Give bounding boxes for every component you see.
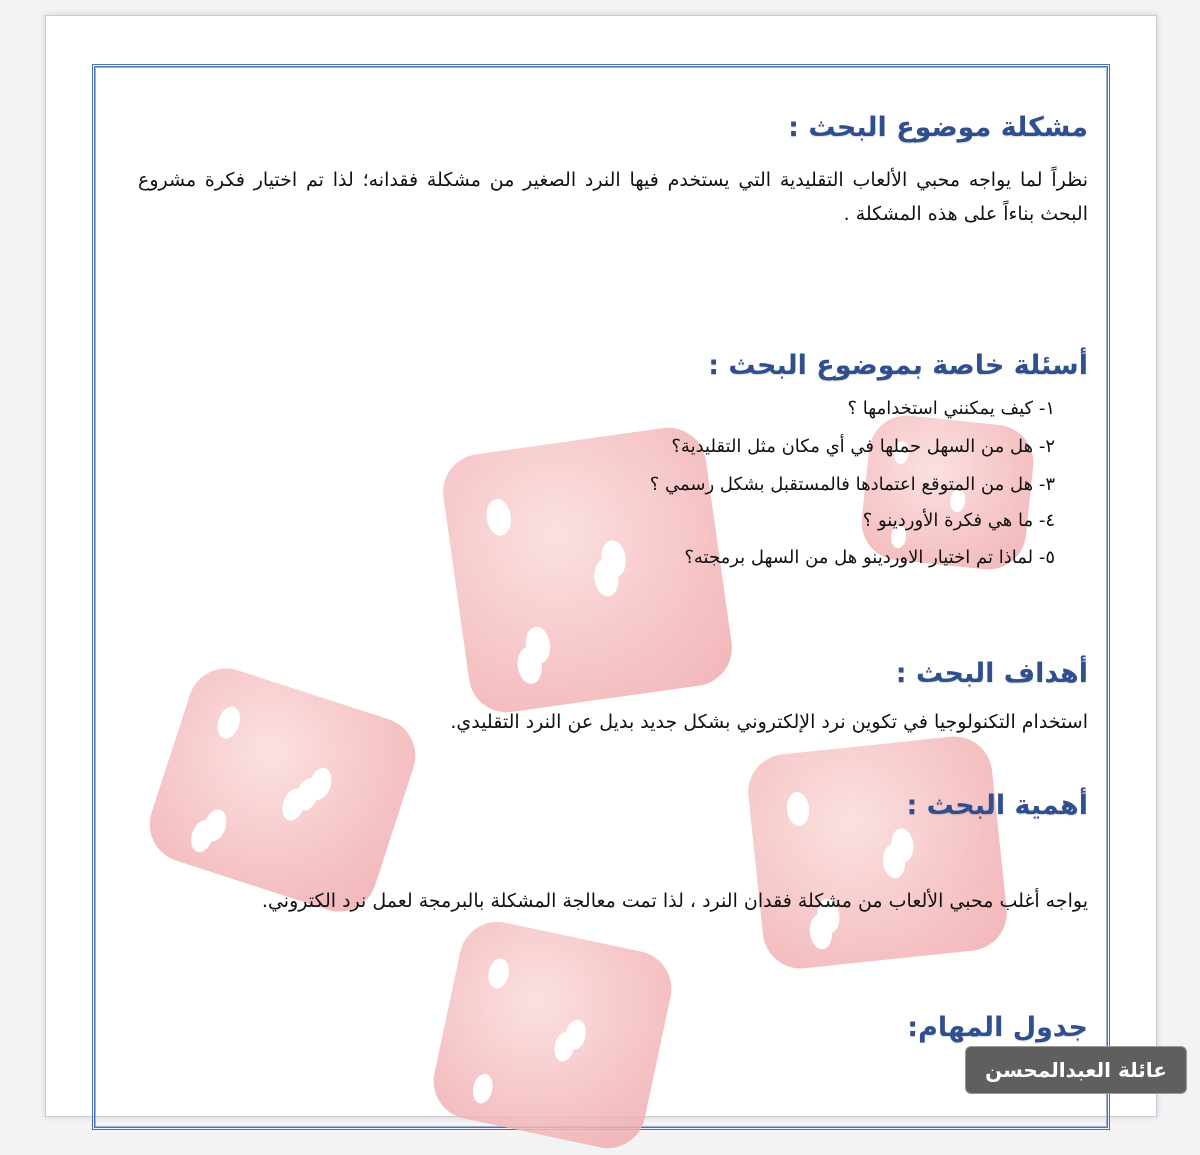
question-item: ١- كيف يمكنني استخدامها ؟ [847,398,1055,419]
die-pip [563,1018,588,1051]
watermark-badge: عائلة العبدالمحسن [965,1046,1187,1094]
paragraph-research-problem: نظراً لما يواجه محبي الألعاب التقليدية التي يستخدم فيها النرد الصغير من مشكلة فقدانه؛ لذا تم اختيار فكرة مشروع البحث بناءاً على هذه المشكلة . [138,169,1088,225]
question-item: ٤- ما هي فكرة الأوردينو ؟ [862,510,1055,531]
paragraph-research-importance: يواجه أغلب محبي الألعاب من مشكلة فقدان النرد ، لذا تمت معالجة المشكلة بالبرمجة لعمل نرد الكتروني. [261,890,1088,912]
die-shape [438,423,737,717]
heading-task-schedule: جدول المهام: [907,1012,1088,1043]
paragraph-research-goals: استخدام التكنولوجيا في تكوين نرد الإلكتروني بشكل جديد بديل عن النرد التقليدي. [450,711,1088,733]
heading-research-questions: أسئلة خاصة بموضوع البحث : [708,350,1088,381]
die-pip [470,1072,495,1105]
question-item: ٣- هل من المتوقع اعتمادها فالمستقبل بشكل رسمي ؟ [649,474,1055,495]
heading-research-problem: مشكلة موضوع البحث : [788,112,1088,143]
die-pip [785,791,811,827]
die-pip [484,497,513,537]
question-item: ٥- لماذا تم اختيار الاوردينو هل من السهل برمجته؟ [684,547,1055,568]
heading-research-importance: أهمية البحث : [906,790,1088,821]
die-pip [486,957,511,990]
heading-research-goals: أهداف البحث : [895,658,1088,689]
question-item: ٢- هل من السهل حملها في أي مكان مثل التقليدية؟ [671,436,1055,457]
die-shape [744,733,1010,972]
